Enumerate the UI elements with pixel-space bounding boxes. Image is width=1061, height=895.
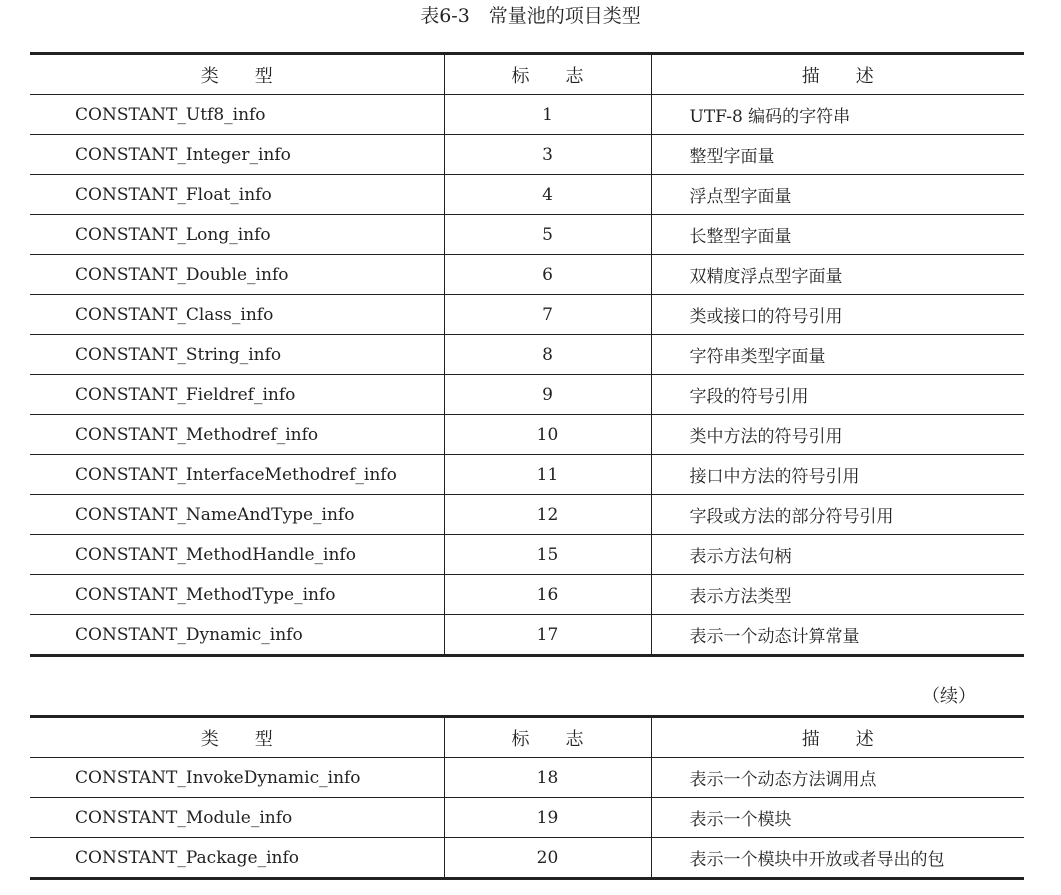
desc-cell: UTF-8 编码的字符串 [651, 95, 1024, 135]
table-row [30, 495, 1024, 535]
tag-cell: 12 [444, 495, 651, 535]
type-cell: CONSTANT_InvokeDynamic_info [30, 758, 444, 798]
desc-cell: 表示一个动态计算常量 [689, 627, 860, 647]
type-cell: CONSTANT_MethodHandle_info [30, 535, 444, 575]
header-row [30, 54, 1024, 95]
type-cell: CONSTANT_Double_info [30, 255, 444, 295]
desc-cell: 表示一个模块 [651, 798, 1024, 838]
desc-cell: 接口中方法的符号引用 [651, 455, 1024, 495]
tag-cell: 4 [444, 175, 651, 215]
tag-cell: 9 [444, 375, 651, 415]
continued-label: （续） [922, 686, 976, 707]
tag-cell: 20 [444, 838, 651, 879]
type-cell: CONSTANT_Methodref_info [30, 415, 444, 455]
tag-cell: 6 [444, 255, 651, 295]
type-cell: CONSTANT_Utf8_info [30, 95, 444, 135]
table-row [30, 215, 1024, 255]
tag-cell: 3 [444, 135, 651, 175]
type-cell: CONSTANT_String_info [30, 335, 444, 375]
header-type: 类 型 [30, 717, 444, 758]
table-row [30, 798, 1024, 838]
table-row [30, 838, 1024, 879]
header-tag: 标 志 [444, 54, 651, 95]
desc-cell: 字符串类型字面量 [651, 335, 1024, 375]
type-cell: CONSTANT_MethodType_info [30, 575, 444, 615]
type-cell: CONSTANT_Package_info [30, 838, 444, 879]
desc-cell: 字段或方法的部分符号引用 [651, 495, 1024, 535]
tag-cell: 8 [444, 335, 651, 375]
desc-cell: 表示一个模块中开放或者导出的包 [689, 850, 945, 870]
type-cell: CONSTANT_Float_info [30, 175, 444, 215]
tag-cell: 5 [444, 215, 651, 255]
desc-cell: 浮点型字面量 [651, 175, 1024, 215]
header-desc: 描 述 [651, 717, 1024, 758]
constant-pool-table [30, 52, 1024, 657]
type-cell: CONSTANT_NameAndType_info [30, 495, 444, 535]
table-body [30, 95, 1024, 656]
tag-cell: 1 [444, 95, 651, 135]
table-body [30, 758, 1024, 879]
table-row [30, 135, 1024, 175]
tag-cell: 18 [444, 758, 651, 798]
table-row [30, 575, 1024, 615]
desc-cell: 类或接口的符号引用 [651, 295, 1024, 335]
table-row [30, 335, 1024, 375]
table-row [30, 455, 1024, 495]
table-row [30, 95, 1024, 135]
tag-cell: 11 [444, 455, 651, 495]
table-row [30, 175, 1024, 215]
table-row [30, 758, 1024, 798]
tag-cell: 19 [444, 798, 651, 838]
table-caption: 表6-3 常量池的项目类型 [420, 5, 641, 27]
tag-cell: 17 [444, 615, 651, 656]
table-row [30, 255, 1024, 295]
header-row [30, 717, 1024, 758]
tag-cell: 7 [444, 295, 651, 335]
desc-cell: 双精度浮点型字面量 [651, 255, 1024, 295]
table-row [30, 535, 1024, 575]
desc-cell: 表示方法类型 [651, 575, 1024, 615]
tag-cell: 15 [444, 535, 651, 575]
type-cell: CONSTANT_InterfaceMethodref_info [30, 455, 444, 495]
desc-cell: 表示一个动态方法调用点 [651, 758, 1024, 798]
type-cell: CONSTANT_Dynamic_info [30, 615, 444, 656]
desc-cell: 长整型字面量 [651, 215, 1024, 255]
header-tag: 标 志 [444, 717, 651, 758]
constant-pool-table-continued [30, 715, 1024, 880]
type-cell: CONSTANT_Long_info [30, 215, 444, 255]
desc-cell: 字段的符号引用 [651, 375, 1024, 415]
table-row [30, 615, 1024, 656]
desc-cell: 表示方法句柄 [651, 535, 1024, 575]
type-cell: CONSTANT_Class_info [30, 295, 444, 335]
table-row [30, 415, 1024, 455]
header-type: 类 型 [30, 54, 444, 95]
table-row [30, 375, 1024, 415]
table-row [30, 295, 1024, 335]
desc-cell: 类中方法的符号引用 [651, 415, 1024, 455]
type-cell: CONSTANT_Integer_info [30, 135, 444, 175]
type-cell: CONSTANT_Module_info [30, 798, 444, 838]
type-cell: CONSTANT_Fieldref_info [30, 375, 444, 415]
header-desc: 描 述 [651, 54, 1024, 95]
tag-cell: 10 [444, 415, 651, 455]
tag-cell: 16 [444, 575, 651, 615]
desc-cell: 整型字面量 [651, 135, 1024, 175]
